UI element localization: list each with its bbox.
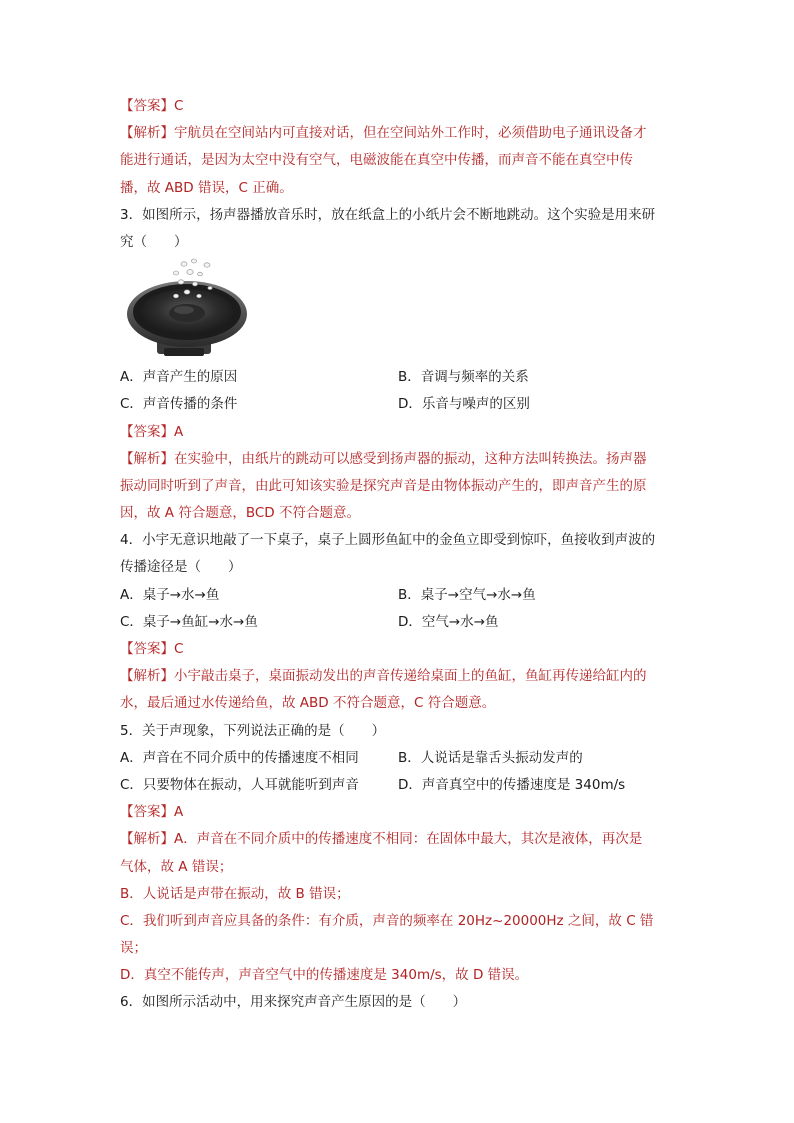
q3-option-d[interactable]: D．乐音与噪声的区别 (398, 396, 530, 413)
q5-option-a[interactable]: A．声音在不同介质中的传播速度不相同 (120, 749, 359, 766)
answer-tag: 【答案】 (120, 423, 174, 440)
q3-option-c[interactable]: C．声音传播的条件 (120, 396, 238, 413)
answer-value: A (174, 804, 184, 821)
q5-options-row-1 (120, 745, 680, 772)
q3-option-b[interactable]: B．音调与频率的关系 (398, 369, 529, 386)
q4-options-row-2 (120, 609, 680, 636)
answer-tag: 【答案】 (120, 98, 174, 114)
q4-analysis-line-2: 水，最后通过水传递给鱼，故 ABD 不符合题意，C 符合题意。 (120, 695, 496, 712)
q5-stem-line-1: 5．关于声现象，下列说法正确的是（ ） (120, 722, 386, 739)
q4-options-row-1 (120, 582, 680, 609)
q5-answer-line (120, 799, 680, 826)
q3-analysis-line-1 (120, 446, 680, 473)
q2-analysis-line-3: 播，故 ABD 错误，C 正确。 (120, 179, 293, 196)
analysis-tag: 【解析】 (120, 831, 174, 848)
q3-analysis-line-2: 振动同时听到了声音，由此可知该实验是探究声音是由物体振动产生的，即声音产生的原 (120, 477, 647, 494)
q3-analysis-line-3: 因，故 A 符合题意，BCD 不符合题意。 (120, 505, 360, 522)
speaker-image (124, 256, 254, 362)
q3-answer-line (120, 419, 680, 446)
q6-stem-line-1: 6．如图所示活动中，用来探究声音产生原因的是（ ） (120, 994, 467, 1011)
q5-options-row-2 (120, 772, 680, 799)
q4-analysis-line-1 (120, 663, 680, 690)
analysis-tag: 【解析】 (120, 450, 174, 467)
q4-stem-line-1: 4．小宇无意识地敲了一下桌子，桌子上圆形鱼缸中的金鱼立即受到惊吓，鱼接收到声波的 (120, 532, 656, 549)
q2-analysis-line-1 (120, 120, 680, 147)
q5-analysis-line-5: 误； (120, 940, 147, 957)
answer-tag: 【答案】 (120, 641, 174, 657)
answer-value: C (174, 641, 184, 657)
q4-answer-line (120, 636, 680, 663)
analysis-text: 宇航员在空间站内可直接对话，但在空间站外工作时，必须借助电子通讯设备才 (174, 125, 647, 142)
analysis-text: A．声音在不同介质中的传播速度不相同：在固体中最大，其次是液体，再次是 (174, 831, 643, 848)
q5-analysis-line-2: 气体，故 A 错误； (120, 858, 233, 875)
q3-options-row-1 (120, 364, 680, 391)
q5-analysis-line-4: C．我们听到声音应具备的条件：有介质，声音的频率在 20Hz~20000Hz 之间，故 C 错 (120, 912, 654, 929)
q3-stem-line-2: 究（ ） (120, 233, 188, 250)
speaker-figure (120, 256, 680, 364)
analysis-text: 在实验中，由纸片的跳动可以感受到扬声器的振动，这种方法叫转换法。扬声器 (174, 450, 647, 467)
q4-stem-line-2: 传播途径是（ ） (120, 559, 242, 576)
q5-analysis-line-1 (120, 826, 680, 853)
q5-analysis-line-6: D．真空不能传声，声音空气中的传播速度是 340m/s，故 D 错误。 (120, 967, 529, 984)
q5-option-c[interactable]: C．只要物体在振动，人耳就能听到声音 (120, 776, 359, 793)
q5-analysis-line-3: B．人说话是声带在振动，故 B 错误； (120, 885, 350, 902)
q4-option-a[interactable]: A．桌子→水→鱼 (120, 586, 220, 603)
answer-value: A (174, 423, 184, 440)
content (120, 93, 680, 1017)
q2-analysis-line-2: 能进行通话，是因为太空中没有空气，电磁波能在真空中传播，而声音不能在真空中传 (120, 152, 633, 169)
analysis-tag: 【解析】 (120, 125, 174, 142)
answer-tag: 【答案】 (120, 804, 174, 821)
q4-option-d[interactable]: D．空气→水→鱼 (398, 613, 499, 630)
q3-options-row-2 (120, 391, 680, 418)
analysis-tag: 【解析】 (120, 668, 174, 685)
q5-option-b[interactable]: B．人说话是靠舌头振动发声的 (398, 749, 583, 766)
q4-option-c[interactable]: C．桌子→鱼缸→水→鱼 (120, 613, 258, 630)
q3-option-a[interactable]: A．声音产生的原因 (120, 369, 238, 386)
q4-option-b[interactable]: B．桌子→空气→水→鱼 (398, 586, 536, 603)
q5-option-d[interactable]: D．声音真空中的传播速度是 340m/s (398, 776, 626, 793)
q3-stem-line-1: 3．如图所示，扬声器播放音乐时，放在纸盒上的小纸片会不断地跳动。这个实验是用来研 (120, 206, 656, 223)
q2-answer-line (120, 93, 680, 120)
analysis-text: 小宇敲击桌子，桌面振动发出的声音传递给桌面上的鱼缸，鱼缸再传递给缸内的 (174, 668, 647, 685)
answer-value: C (174, 98, 184, 114)
